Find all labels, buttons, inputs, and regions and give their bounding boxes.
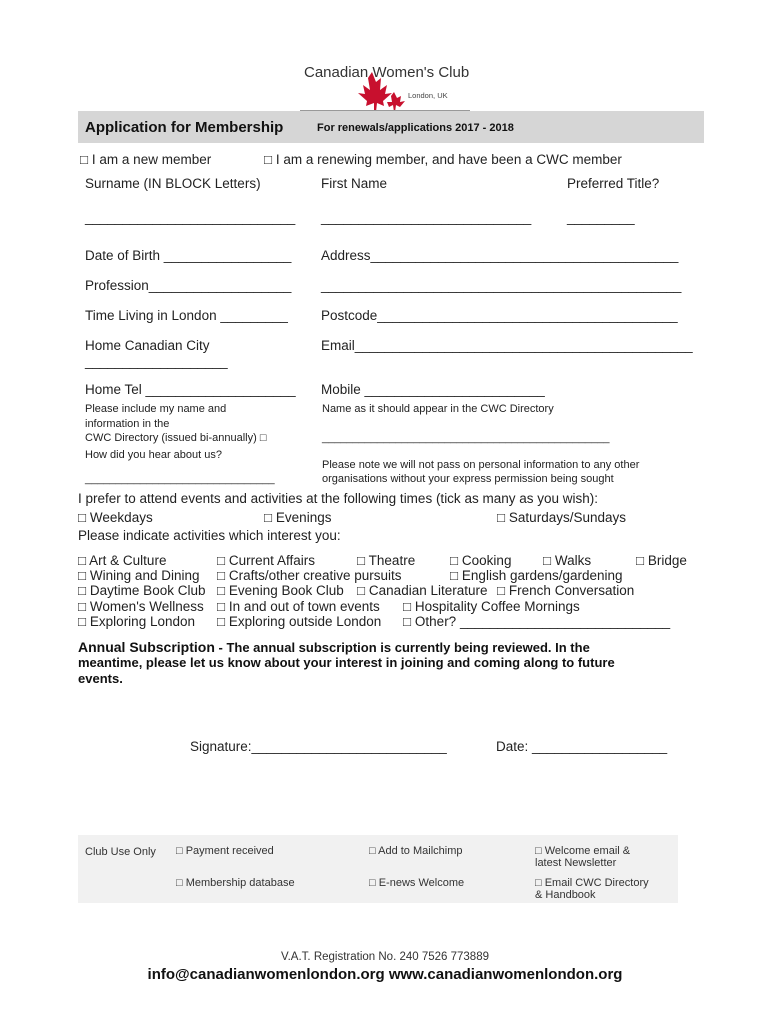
email-directory-option[interactable]	[535, 877, 649, 889]
new-member-option[interactable]	[80, 152, 211, 167]
renewing-member-option[interactable]	[264, 152, 622, 167]
activity-art[interactable]	[78, 553, 166, 568]
address-field[interactable]: Address_________________________________________	[321, 248, 679, 263]
checkbox-icon[interactable]	[176, 845, 183, 857]
checkbox-icon[interactable]	[369, 845, 376, 857]
checkbox-icon[interactable]	[78, 510, 86, 525]
page-title: Application for Membership	[85, 119, 284, 136]
activity-cooking[interactable]	[450, 553, 511, 568]
contact-links[interactable]: info@canadianwomenlondon.org www.canadianwomenlondon.org	[147, 966, 623, 983]
club-use-item: Payment received	[185, 845, 274, 857]
privacy-note-line2: organisations without your express permission being sought	[322, 473, 614, 485]
preferred-title-label: Preferred Title?	[567, 176, 660, 191]
email-directory-line2: & Handbook	[535, 889, 596, 901]
weekdays-option[interactable]	[78, 510, 153, 525]
activity-bridge[interactable]	[636, 553, 687, 568]
checkbox-icon[interactable]	[357, 553, 365, 568]
directory-consent-checkbox[interactable]: CWC Directory (issued bi-annually) □	[85, 432, 267, 444]
club-location: London, UK	[408, 91, 448, 100]
checkbox-icon[interactable]	[217, 583, 225, 598]
evenings-option[interactable]	[264, 510, 331, 525]
checkbox-icon[interactable]	[450, 568, 458, 583]
surname-field[interactable]: ____________________________	[85, 210, 296, 225]
checkbox-icon[interactable]	[78, 614, 86, 629]
activity-label: Exploring London	[89, 614, 196, 629]
checkbox-icon[interactable]	[369, 877, 376, 889]
activity-wellness[interactable]	[78, 599, 204, 614]
renewing-member-label: I am a renewing member, and have been a CWC member	[275, 152, 622, 167]
home-city-field[interactable]: ___________________	[85, 354, 228, 369]
checkbox-icon[interactable]	[217, 599, 225, 614]
checkbox-icon[interactable]	[543, 553, 551, 568]
page-subtitle: For renewals/applications 2017 - 2018	[317, 122, 514, 134]
directory-consent-line2: information in the	[85, 418, 170, 430]
time-in-london-field[interactable]: Time Living in London _________	[85, 308, 288, 323]
home-city-label: Home Canadian City	[85, 338, 210, 353]
club-use-label: Club Use Only	[85, 846, 156, 858]
activity-label: Art & Culture	[89, 553, 167, 568]
subscription-line1	[78, 639, 590, 655]
checkbox-icon[interactable]	[357, 583, 365, 598]
home-tel-field[interactable]: Home Tel ____________________	[85, 382, 296, 397]
subscription-line3: events.	[78, 671, 123, 686]
activity-exploring-outside[interactable]	[217, 614, 381, 629]
activity-label: Theatre	[368, 553, 416, 568]
activity-label: Exploring outside London	[228, 614, 382, 629]
checkbox-icon[interactable]	[403, 614, 411, 629]
checkbox-icon[interactable]	[450, 553, 458, 568]
checkbox-icon[interactable]	[535, 845, 542, 857]
activity-label: Other? ____________________________	[414, 614, 671, 629]
signature-field[interactable]: Signature:__________________________	[190, 739, 447, 754]
enews-welcome-option[interactable]	[369, 877, 464, 889]
title-field[interactable]: _________	[567, 210, 635, 225]
email-field[interactable]: Email_____________________________________________	[321, 338, 693, 353]
vat-registration: V.A.T. Registration No. 240 7526 773889	[281, 951, 489, 963]
directory-name-field[interactable]: _______________________________________________	[322, 432, 610, 444]
profession-field[interactable]: Profession___________________	[85, 278, 292, 293]
activity-label: Canadian Literature	[368, 583, 488, 598]
activity-label: Current Affairs	[228, 553, 315, 568]
activity-label: Hospitality Coffee Mornings	[414, 599, 580, 614]
privacy-note-line1: Please note we will not pass on personal information to any other	[322, 459, 640, 471]
activity-theatre[interactable]	[357, 553, 415, 568]
checkbox-icon[interactable]	[78, 583, 86, 598]
activity-label: English gardens/gardening	[461, 568, 623, 583]
welcome-email-line2: latest Newsletter	[535, 857, 617, 869]
activity-label: Wining and Dining	[89, 568, 200, 583]
checkbox-icon[interactable]	[217, 568, 225, 583]
first-name-label: First Name	[321, 176, 388, 191]
weekends-option[interactable]	[497, 510, 626, 525]
hear-about-field[interactable]: _______________________________	[85, 473, 275, 485]
activity-wining[interactable]	[78, 568, 199, 583]
checkbox-icon[interactable]	[403, 599, 411, 614]
times-prompt: I prefer to attend events and activities at the following times (tick as many as you wish):	[78, 491, 598, 506]
checkbox-icon[interactable]	[636, 553, 644, 568]
checkbox-icon[interactable]	[80, 152, 88, 167]
activity-walks[interactable]	[543, 553, 591, 568]
activity-french[interactable]	[497, 583, 634, 598]
welcome-email-option[interactable]	[535, 845, 630, 857]
activity-daytime-book[interactable]	[78, 583, 205, 598]
membership-database-option[interactable]	[176, 877, 295, 889]
activity-current-affairs[interactable]	[217, 553, 315, 568]
dob-field[interactable]: Date of Birth _________________	[85, 248, 292, 263]
activity-other[interactable]	[403, 614, 670, 629]
checkbox-icon[interactable]	[497, 583, 505, 598]
activity-gardens[interactable]	[450, 568, 623, 583]
weekends-label: Saturdays/Sundays	[508, 510, 626, 525]
postcode-field[interactable]: Postcode________________________________________	[321, 308, 678, 323]
checkbox-icon[interactable]	[497, 510, 505, 525]
activity-label: Walks	[554, 553, 592, 568]
activity-label: Bridge	[647, 553, 687, 568]
activity-label: Evening Book Club	[228, 583, 344, 598]
checkbox-icon[interactable]	[78, 553, 86, 568]
subscription-title: Annual Subscription	[78, 639, 215, 655]
weekdays-label: Weekdays	[89, 510, 153, 525]
mobile-field[interactable]: Mobile ________________________	[321, 382, 545, 397]
evenings-label: Evenings	[275, 510, 332, 525]
club-use-item: Membership database	[185, 877, 295, 889]
payment-received-option[interactable]	[176, 845, 274, 857]
directory-name-label: Name as it should appear in the CWC Directory	[322, 403, 554, 415]
hear-about-label: How did you hear about us?	[85, 449, 222, 461]
checkbox-icon[interactable]	[176, 877, 183, 889]
checkbox-icon[interactable]	[217, 614, 225, 629]
checkbox-icon[interactable]	[217, 553, 225, 568]
subscription-line2: meantime, please let us know about your interest in joining and coming along to future	[78, 655, 615, 670]
mailchimp-option[interactable]	[369, 845, 462, 857]
checkbox-icon[interactable]	[535, 877, 542, 889]
activity-label: Crafts/other creative pursuits	[228, 568, 402, 583]
activity-crafts[interactable]	[217, 568, 402, 583]
activity-in-out-town[interactable]	[217, 599, 380, 614]
directory-consent-line1: Please include my name and	[85, 403, 227, 415]
activity-label: Cooking	[461, 553, 512, 568]
activity-hospitality[interactable]	[403, 599, 580, 614]
new-member-label: I am a new member	[91, 152, 212, 167]
activity-evening-book[interactable]	[217, 583, 344, 598]
checkbox-icon[interactable]	[78, 599, 86, 614]
activity-canadian-lit[interactable]	[357, 583, 488, 598]
activity-label: In and out of town events	[228, 599, 380, 614]
activity-exploring-london[interactable]	[78, 614, 195, 629]
first-name-field[interactable]: ____________________________	[321, 210, 532, 225]
club-use-item: Welcome email &	[544, 845, 631, 857]
club-use-item: Email CWC Directory	[544, 877, 649, 889]
checkbox-icon[interactable]	[264, 510, 272, 525]
checkbox-icon[interactable]	[78, 568, 86, 583]
activities-prompt: Please indicate activities which interest you:	[78, 528, 341, 543]
surname-label: Surname (IN BLOCK Letters)	[85, 176, 261, 191]
activity-label: Daytime Book Club	[89, 583, 206, 598]
date-field[interactable]: Date: __________________	[496, 739, 668, 754]
club-use-item: Add to Mailchimp	[378, 845, 463, 857]
activity-label: Women's Wellness	[89, 599, 204, 614]
activity-label: French Conversation	[508, 583, 635, 598]
checkbox-icon[interactable]	[264, 152, 272, 167]
subscription-text1: - The annual subscription is currently being reviewed. In the	[214, 640, 590, 655]
club-use-item: E-news Welcome	[378, 877, 465, 889]
address-line2-field[interactable]: ________________________________________________	[321, 278, 682, 293]
club-name: Canadian Women's Club	[304, 64, 470, 81]
